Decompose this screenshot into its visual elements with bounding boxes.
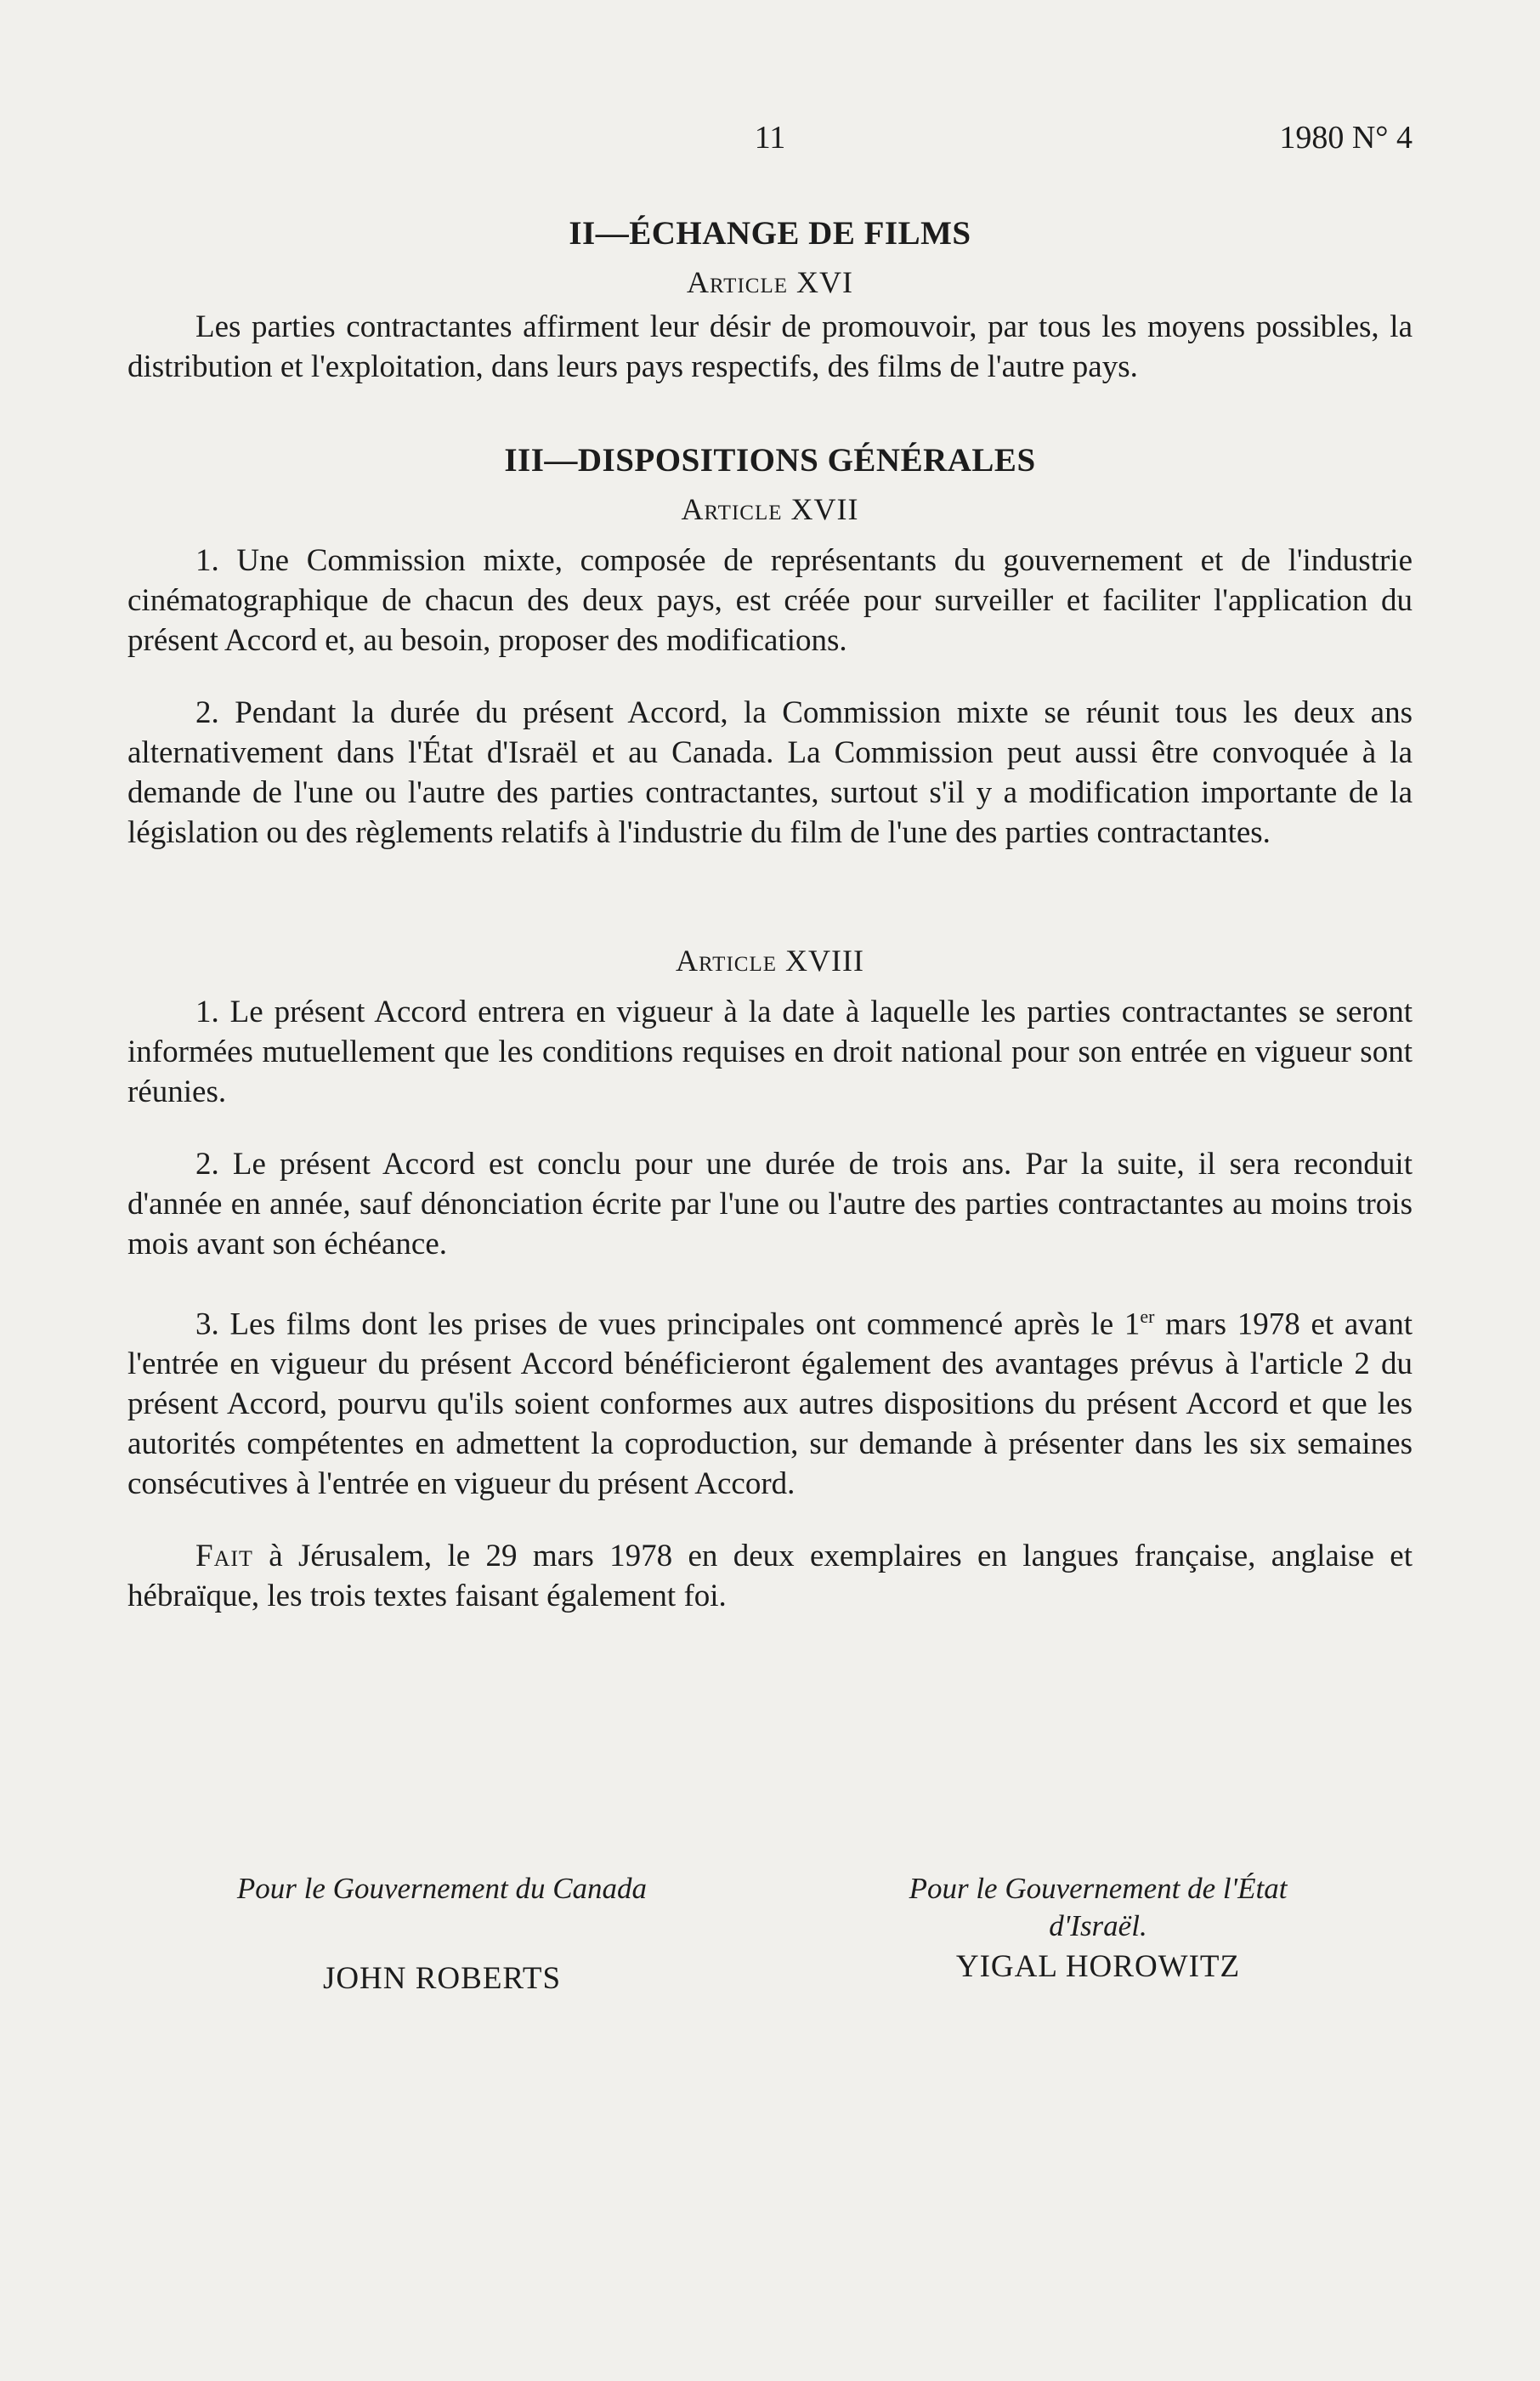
issue-number: 1980 N° 4 bbox=[1279, 120, 1413, 156]
article-xviii-paragraph-1: 1. Le présent Accord entrera en vigueur à la date à laquelle les parties contractantes se seront informées mutuellement que les conditions requises en droit national pour son entrée en vigueur sont réunies. bbox=[127, 995, 1413, 1109]
article-title-xvii: Article XVII bbox=[681, 492, 859, 526]
paragraph-3-start: 3. Les films dont les prises de vues principales ont commencé après le 1 bbox=[195, 1307, 1141, 1342]
article-xviii-paragraph-2: 2. Le présent Accord est conclu pour une durée de trois ans. Par la suite, il sera reconduit d'année en année, sauf dénonciation écrite par l'une ou l'autre des parties contractantes au moins trois mois avant son échéance. bbox=[127, 1147, 1413, 1261]
section-title-dispositions: III—DISPOSITIONS GÉNÉRALES bbox=[504, 442, 1036, 479]
section-title-echange: II—ÉCHANGE DE FILMS bbox=[569, 215, 971, 252]
ordinal-superscript: er bbox=[1140, 1306, 1155, 1327]
signature-canada-name: JOHN ROBERTS bbox=[322, 1961, 562, 1996]
signature-israel-name: YIGAL HOROWITZ bbox=[955, 1949, 1241, 1984]
page-number: 11 bbox=[754, 120, 786, 156]
signature-canada bbox=[153, 1870, 731, 1997]
article-xvii-paragraph-1: 1. Une Commission mixte, composée de représentants du gouvernement et de l'industrie cinématographique de chacun des deux pays, est créée pour surveiller et faciliter l'application du présent Accord et, au besoin, proposer des modifications. bbox=[127, 543, 1413, 658]
fait-word: Fait bbox=[195, 1539, 253, 1574]
article-xviii-paragraph-3 bbox=[127, 1296, 1413, 1504]
document-body bbox=[127, 204, 1413, 1616]
paragraph-3-end: mars 1978 et avant l'entrée en vigueur du présent Accord bénéficieront également des avantages prévus à l'article 2 du présent Accord, pourvu qu'ils soient conformes aux autres dispositions du présent Accord et que les autorités compétentes en admettent la coproduction, sur demande à présenter dans les six semaines consécutives à l'entrée en vigueur du présent Accord. bbox=[127, 1307, 1413, 1502]
signature-israel bbox=[809, 1870, 1387, 1985]
article-title-xvi: Article XVI bbox=[687, 265, 853, 299]
article-xvi-text: Les parties contractantes affirment leur désir de promouvoir, par tous les moyens possibles, la distribution et l'exploitation, dans leurs pays respectifs, des films de l'autre pays. bbox=[127, 309, 1413, 384]
signature-israel-label-2: d'Israël. bbox=[1049, 1909, 1147, 1942]
signature-israel-label-1: Pour le Gouvernement de l'État bbox=[909, 1872, 1288, 1905]
fait-clause bbox=[127, 1536, 1413, 1616]
page-header bbox=[127, 119, 1413, 170]
fait-text: à Jérusalem, le 29 mars 1978 en deux exemplaires en langues française, anglaise et hébraïque, les trois textes faisant également foi. bbox=[127, 1539, 1413, 1614]
signature-canada-label: Pour le Gouvernement du Canada bbox=[236, 1872, 648, 1905]
article-xvii-paragraph-2: 2. Pendant la durée du présent Accord, la Commission mixte se réunit tous les deux ans alternativement dans l'État d'Israël et au Canada. La Commission peut aussi être convoquée à la demande de l'une ou l'autre des parties contractantes, surtout s'il y a modification importante de la législation ou des règlements relatifs à l'industrie du film de l'une des parties contractantes. bbox=[127, 695, 1413, 850]
signature-block bbox=[127, 1870, 1413, 1996]
article-title-xviii: Article XVIII bbox=[676, 944, 864, 978]
